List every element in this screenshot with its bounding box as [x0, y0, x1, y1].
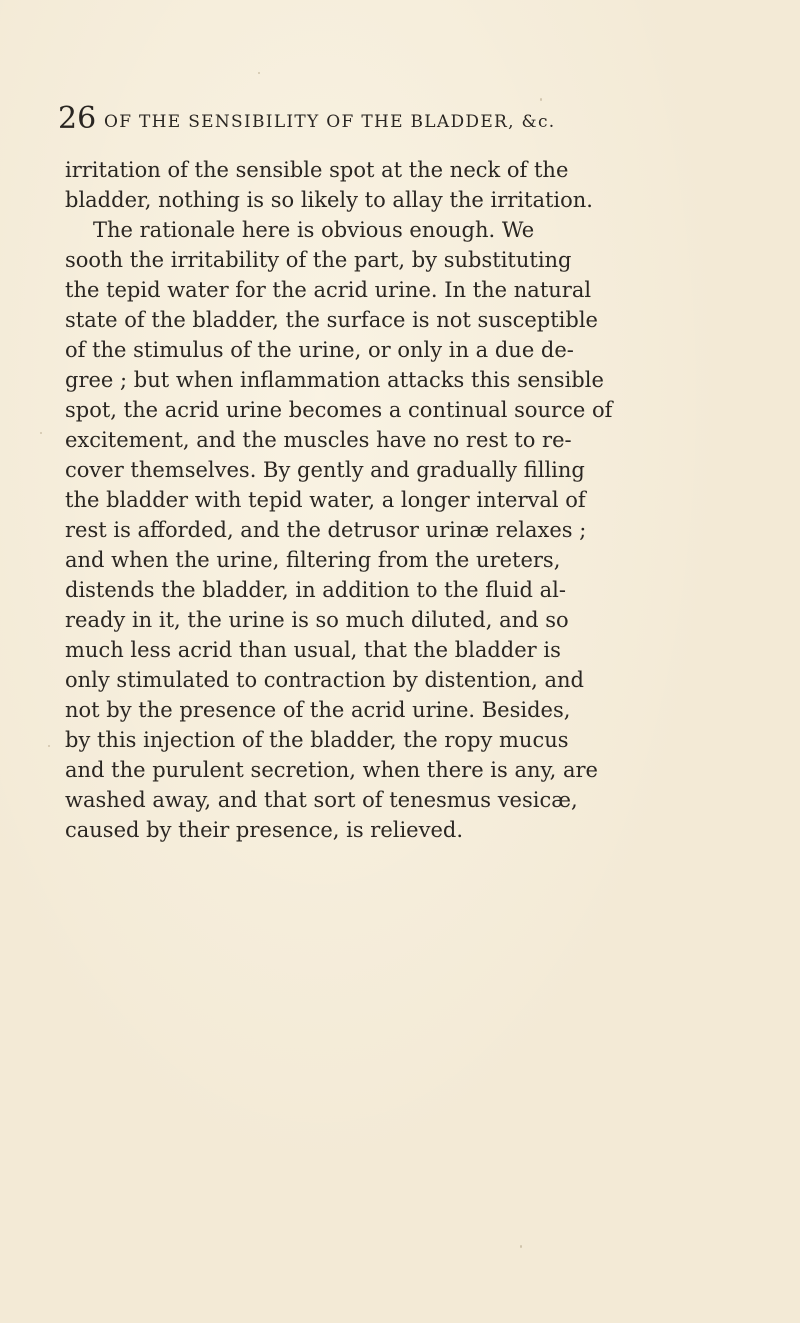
text-line: ready in it, the urine is so much diluted, and so: [65, 608, 569, 632]
text-line: excitement, and the muscles have no rest to re-: [65, 428, 572, 452]
running-head: [58, 101, 758, 138]
body-text: [0, 155, 800, 842]
text-line: cover themselves. By gently and gradually filling: [65, 458, 585, 482]
text-line: washed away, and that sort of tenesmus vesicæ,: [65, 788, 578, 812]
paper-speck: [258, 72, 260, 74]
text-line: much less acrid than usual, that the bladder is: [65, 638, 561, 662]
text-line: the bladder with tepid water, a longer interval of: [65, 488, 586, 512]
text-line: The rationale here is obvious enough. We: [93, 218, 535, 242]
text-line: irritation of the sensible spot at the neck of the: [65, 158, 569, 182]
paper-speck: [40, 432, 42, 434]
page-number: 26: [58, 101, 97, 136]
text-line: spot, the acrid urine becomes a continual source of: [65, 398, 613, 422]
text-line: of the stimulus of the urine, or only in a due de-: [65, 338, 574, 362]
text-line: only stimulated to contraction by distention, and: [65, 668, 584, 692]
text-line: by this injection of the bladder, the ropy mucus: [65, 728, 569, 752]
text-line: and when the urine, filtering from the ureters,: [65, 548, 561, 572]
text-line: the tepid water for the acrid urine. In the natural: [65, 278, 592, 302]
paper-speck: [520, 1245, 522, 1248]
running-head-title: OF THE SENSIBILITY OF THE BLADDER, &c.: [104, 112, 556, 132]
text-line: and the purulent secretion, when there is any, are: [65, 758, 598, 782]
text-line: rest is afforded, and the detrusor urinæ relaxes ;: [65, 518, 587, 542]
text-line: sooth the irritability of the part, by substituting: [65, 248, 572, 272]
paper-speck: [48, 745, 50, 747]
text-line: distends the bladder, in addition to the fluid al-: [65, 578, 566, 602]
text-line: gree ; but when inflammation attacks this sensible: [65, 368, 604, 392]
text-line: state of the bladder, the surface is not susceptible: [65, 308, 598, 332]
text-line: caused by their presence, is relieved.: [65, 818, 464, 842]
text-line: not by the presence of the acrid urine. Besides,: [65, 698, 571, 722]
text-line: bladder, nothing is so likely to allay the irritation.: [65, 188, 593, 212]
paper-speck: [540, 98, 542, 101]
